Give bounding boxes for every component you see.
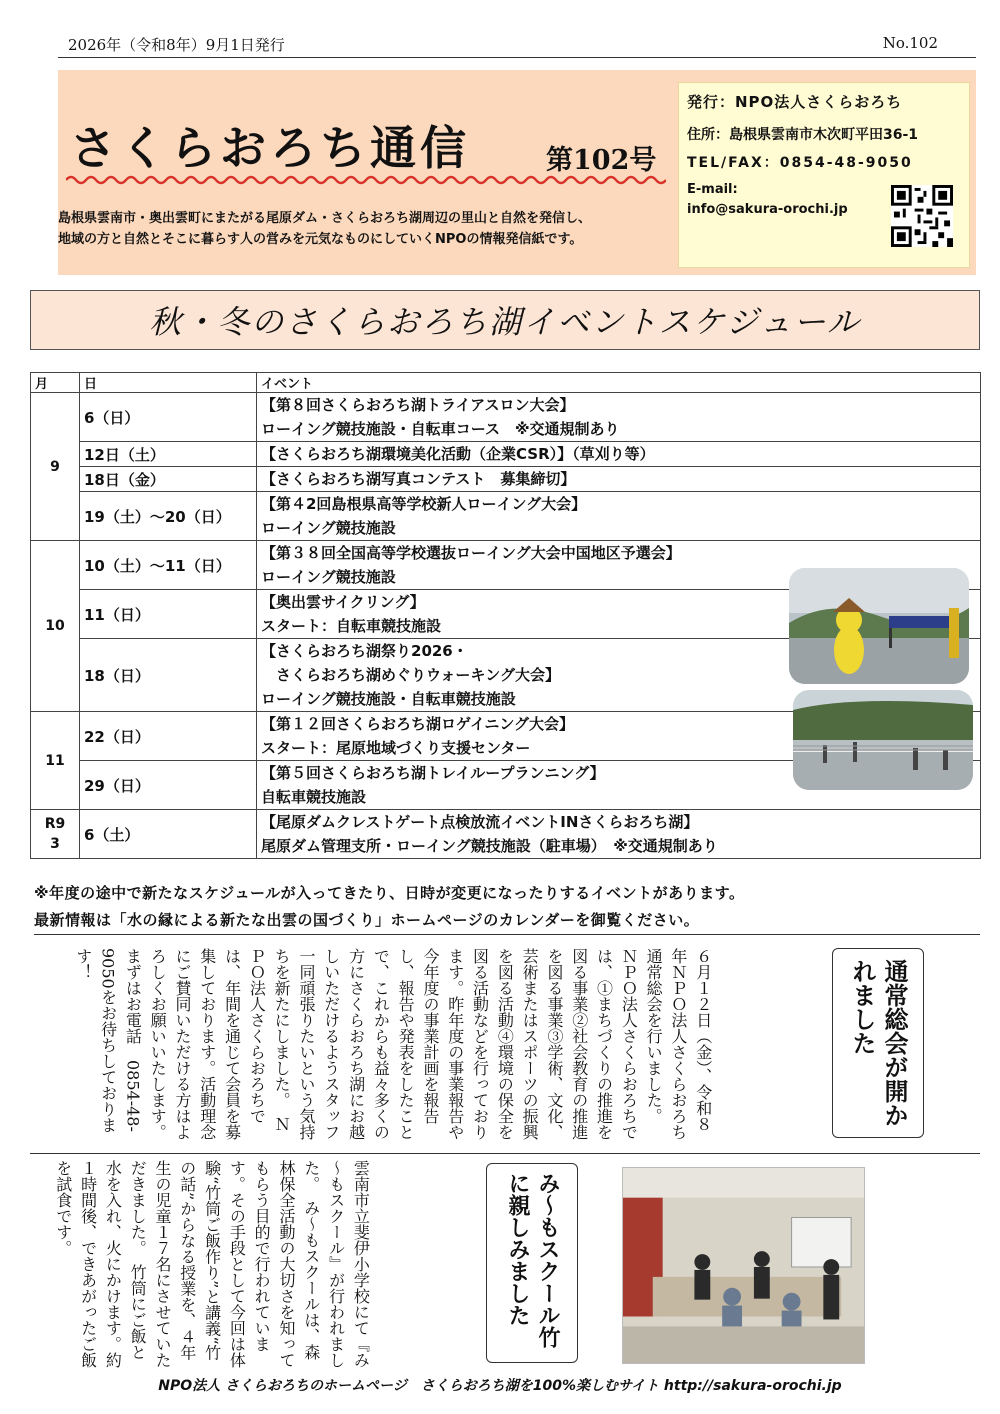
day-cell: 19（土）～20（日） xyxy=(80,492,257,541)
homepage-footer[interactable]: NPO法人 さくらおろちのホームページ さくらおろち湖を100%楽しむサイト http://sakura-orochi.jp xyxy=(158,1378,842,1394)
event-venue: ローイング競技施設・自転車競技施設 xyxy=(261,690,516,708)
description-line: 島根県雲南市・奥出雲町にまたがる尾原ダム・さくらおろち湖周辺の里山と自然を発信し、 xyxy=(58,211,592,226)
day-cell: 6（土） xyxy=(80,810,257,859)
note-line: 最新情報は「水の縁による新たな出雲の国づくり」ホームページのカレンダーを御覧ください。 xyxy=(34,911,700,929)
event-title: 【第１２回さくらおろち湖ロゲイニング大会】 xyxy=(261,715,575,733)
telephone: TEL/FAX：0854-48-9050 xyxy=(687,155,913,171)
col-month: 月 xyxy=(31,373,80,393)
address: 住所：島根県雲南市木次町平田36-1 xyxy=(687,127,919,143)
event-venue: スタート：尾原地域づくり支援センター xyxy=(261,739,531,757)
event-cell xyxy=(257,492,981,541)
masthead-description xyxy=(58,208,668,250)
month-cell: R9 3 xyxy=(31,810,80,859)
month-cell: 10 xyxy=(31,541,80,712)
publisher: 発行：NPO法人さくらおろち xyxy=(687,93,903,111)
classroom-photo xyxy=(622,1167,865,1364)
event-venue: 自転車競技施設 xyxy=(261,788,367,806)
event-title: 【第４2回島根県高等学校新人ローイング大会】 xyxy=(261,495,587,513)
month-cell: 9 xyxy=(31,393,80,541)
general-meeting-article: ６月１２日（金）、令和８年ＮＰＯ法人さくらおろち通常総会を行いました。 ＮＰＯ法人さくらおろちでは、①まちづくりの推進を図る事業②社会教育の推進を図る事業③学術、文化、芸術またはスポーツの振興を図る活動④環境の保全を図る活動などを行っております。昨年度の事業報告や今年度の事業計画を報告し、報告や発表をしたことで、これからも益々多くの方にさくらおろち湖にお越しいただけるようスタッフ一同頑張りたいという気持ちを新たにしました。 ＮＰＯ法人さくらおろちでは、年間を通じて会員を募集しております。活動理念にご賛同いただける方はよろしくお願いいたします。まずはお電話 0854-48-9050をお待ちしております！ xyxy=(73,948,713,1140)
table-row xyxy=(31,442,981,467)
mimo-school-heading: み～もスクール竹に親しみました xyxy=(505,1172,560,1348)
issue-label: 第102号 xyxy=(546,145,657,176)
event-title: 【尾原ダムクレストゲート点検放流イベントINさくらおろち湖】 xyxy=(261,813,699,831)
walking-event-photo xyxy=(793,690,973,790)
col-day: 日 xyxy=(80,373,257,393)
event-title: さくらおろち湖めぐりウォーキング大会】 xyxy=(261,666,560,684)
table-row xyxy=(31,467,981,492)
day-cell: 11（日） xyxy=(80,590,257,639)
divider xyxy=(58,57,976,58)
table-row xyxy=(31,492,981,541)
event-title: 【奥出雲サイクリング】 xyxy=(261,593,425,611)
schedule-notes xyxy=(34,880,745,934)
issue-date: 2026年（令和8年）9月1日発行 xyxy=(68,36,285,54)
event-venue: スタート：自転車競技施設 xyxy=(261,617,442,635)
email-link[interactable]: info@sakura-orochi.jp xyxy=(687,202,848,217)
general-meeting-heading: 通常総会が開かれました xyxy=(848,959,908,1127)
issue-header-line xyxy=(60,34,940,54)
qr-code-icon[interactable] xyxy=(891,185,953,247)
email-label: E-mail: xyxy=(687,182,738,197)
schedule-title: 秋・冬のさくらおろち湖イベントスケジュール xyxy=(149,303,861,341)
day-cell: 22（日） xyxy=(80,712,257,761)
event-title: 【さくらおろち湖写真コンテスト 募集締切】 xyxy=(261,470,576,488)
event-venue: ローイング競技施設 xyxy=(261,568,396,586)
day-cell: 18（日） xyxy=(80,639,257,712)
day-cell: 12日（土） xyxy=(80,442,257,467)
table-row xyxy=(31,810,981,859)
event-venue: 尾原ダム管理支所・ローイング競技施設（駐車場） ※交通規制あり xyxy=(261,837,718,855)
schedule-banner xyxy=(30,290,980,350)
event-venue: ローイング競技施設 xyxy=(261,519,396,537)
day-cell: 10（土）～11（日） xyxy=(80,541,257,590)
event-title: 【第８回さくらおろち湖トライアスロン大会】 xyxy=(261,396,575,414)
event-cell xyxy=(257,467,981,492)
event-title: 【第５回さくらおろち湖トレイループランニング】 xyxy=(261,764,605,782)
divider xyxy=(34,934,980,935)
wavy-underline xyxy=(66,174,666,186)
event-title: 【第３８回全国高等学校選抜ローイング大会中国地区予選会】 xyxy=(261,544,681,562)
event-title: 【さくらおろち湖祭り2026・ xyxy=(261,642,468,660)
month-cell: 11 xyxy=(31,712,80,810)
newsletter-title: さくらおろち通信 xyxy=(70,121,470,175)
mimo-school-heading-box xyxy=(486,1163,578,1363)
divider xyxy=(30,1153,980,1154)
masthead xyxy=(58,70,976,275)
issue-number: No.102 xyxy=(882,34,938,52)
mascot-event-photo xyxy=(789,568,969,684)
event-cell xyxy=(257,393,981,442)
table-row xyxy=(31,393,981,442)
general-meeting-heading-box xyxy=(832,948,924,1138)
event-venue: ローイング競技施設・自転車コース ※交通規制あり xyxy=(261,420,620,438)
event-cell xyxy=(257,810,981,859)
mimo-school-article: 雲南市立斐伊小学校にて『み～もスクール』が行われました。 み～もスクールは、森林保全活動の大切さを知ってもらう目的で行われています。その手段として今回は体験“竹筒ご飯作り”と講義“竹の話”からなる授業を、４年生の児童１７名にさせていただきました。 竹筒にご飯と水を入れ、火にかけます。約１時間後、できあがったご飯を試食です。 xyxy=(53,1160,371,1368)
day-cell: 29（日） xyxy=(80,761,257,810)
event-cell xyxy=(257,442,981,467)
publisher-info xyxy=(678,82,970,268)
note-line: ※年度の途中で新たなスケジュールが入ってきたり、日時が変更になったりするイベントがあります。 xyxy=(34,884,745,902)
event-title: 【さくらおろち湖環境美化活動（企業CSR）】（草刈り等） xyxy=(261,445,655,463)
description-line: 地域の方と自然とそこに暮らす人の営みを元気なものにしていくNPOの情報発信紙です。 xyxy=(58,232,583,247)
col-event: イベント xyxy=(257,373,981,393)
day-cell: 6（日） xyxy=(80,393,257,442)
table-header-row xyxy=(31,373,981,393)
day-cell: 18日（金） xyxy=(80,467,257,492)
